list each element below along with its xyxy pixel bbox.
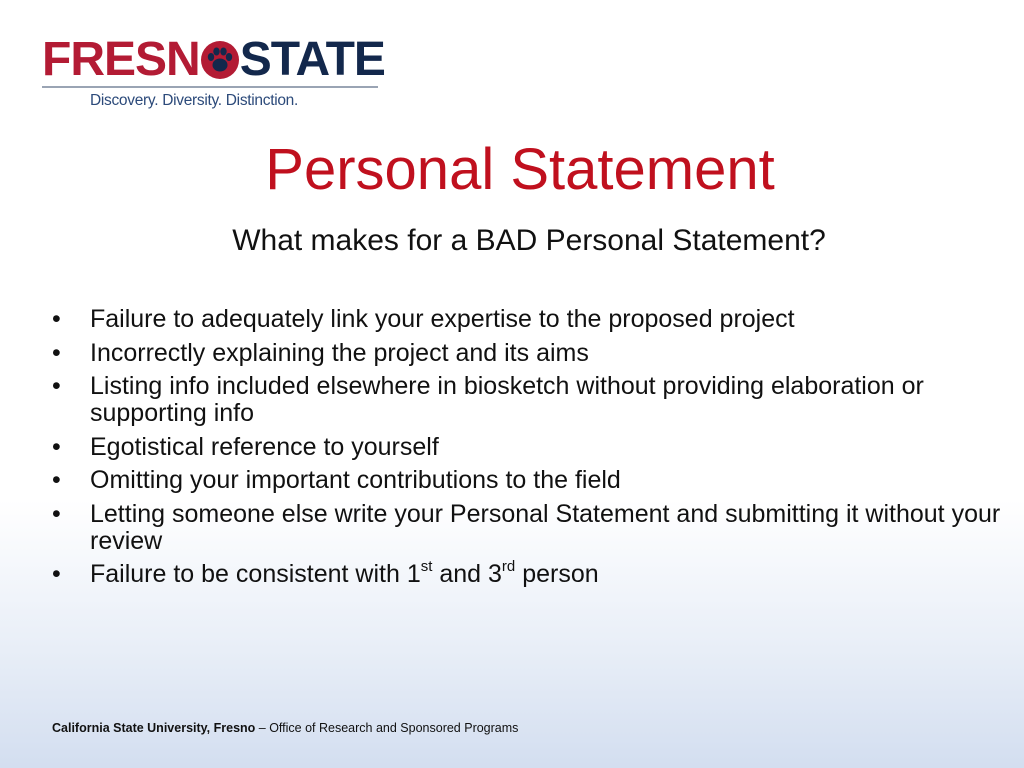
list-item	[52, 373, 1017, 427]
bullet-icon: •	[52, 466, 61, 494]
bullet-icon: •	[52, 560, 61, 588]
logo-wordmark	[42, 33, 385, 86]
bullet-icon: •	[52, 372, 61, 400]
bullet-text: Failure to adequately link your expertise to the proposed project	[90, 305, 795, 333]
fresno-state-logo	[42, 33, 385, 114]
list-item	[52, 434, 1017, 461]
bullet-icon: •	[52, 338, 61, 367]
bullet-text: Listing info included elsewhere in biosketch without providing elaboration or supporting info	[90, 372, 924, 427]
logo-name-right: STATE	[239, 33, 385, 86]
footer-separator: –	[255, 721, 270, 735]
bullet-list	[52, 306, 1017, 595]
superscript-st: st	[420, 558, 433, 575]
bullet-text-part: and 3	[432, 560, 502, 588]
list-item	[52, 306, 1017, 333]
bullet-text	[90, 560, 599, 588]
footer	[52, 721, 518, 735]
list-item	[52, 501, 1017, 555]
logo-tagline: Discovery. Diversity. Distinction.	[90, 92, 298, 109]
slide-subtitle: What makes for a BAD Personal Statement?	[232, 224, 826, 257]
bullet-icon: •	[52, 432, 61, 461]
bullet-text: Egotistical reference to yourself	[90, 432, 439, 461]
bullet-text: Letting someone else write your Personal Statement and submitting it without your review	[90, 499, 1001, 555]
slide-title: Personal Statement	[265, 137, 775, 202]
logo-divider	[42, 86, 378, 88]
footer-office: Office of Research and Sponsored Programs	[269, 721, 519, 735]
bullet-text-part: person	[515, 560, 599, 588]
logo-name-left: FRESN	[42, 33, 200, 86]
footer-university: California State University, Fresno	[52, 721, 256, 735]
bullet-icon: •	[52, 499, 61, 528]
bullet-text: Omitting your important contributions to the field	[90, 466, 621, 494]
bullet-icon: •	[52, 305, 61, 333]
paw-icon	[201, 41, 239, 79]
bullet-text: Incorrectly explaining the project and its aims	[90, 338, 589, 367]
list-item	[52, 467, 1017, 494]
bullet-text-part: Failure to be consistent with 1	[90, 560, 421, 588]
superscript-rd: rd	[501, 558, 516, 575]
list-item	[52, 340, 1017, 367]
list-item	[52, 558, 1017, 588]
